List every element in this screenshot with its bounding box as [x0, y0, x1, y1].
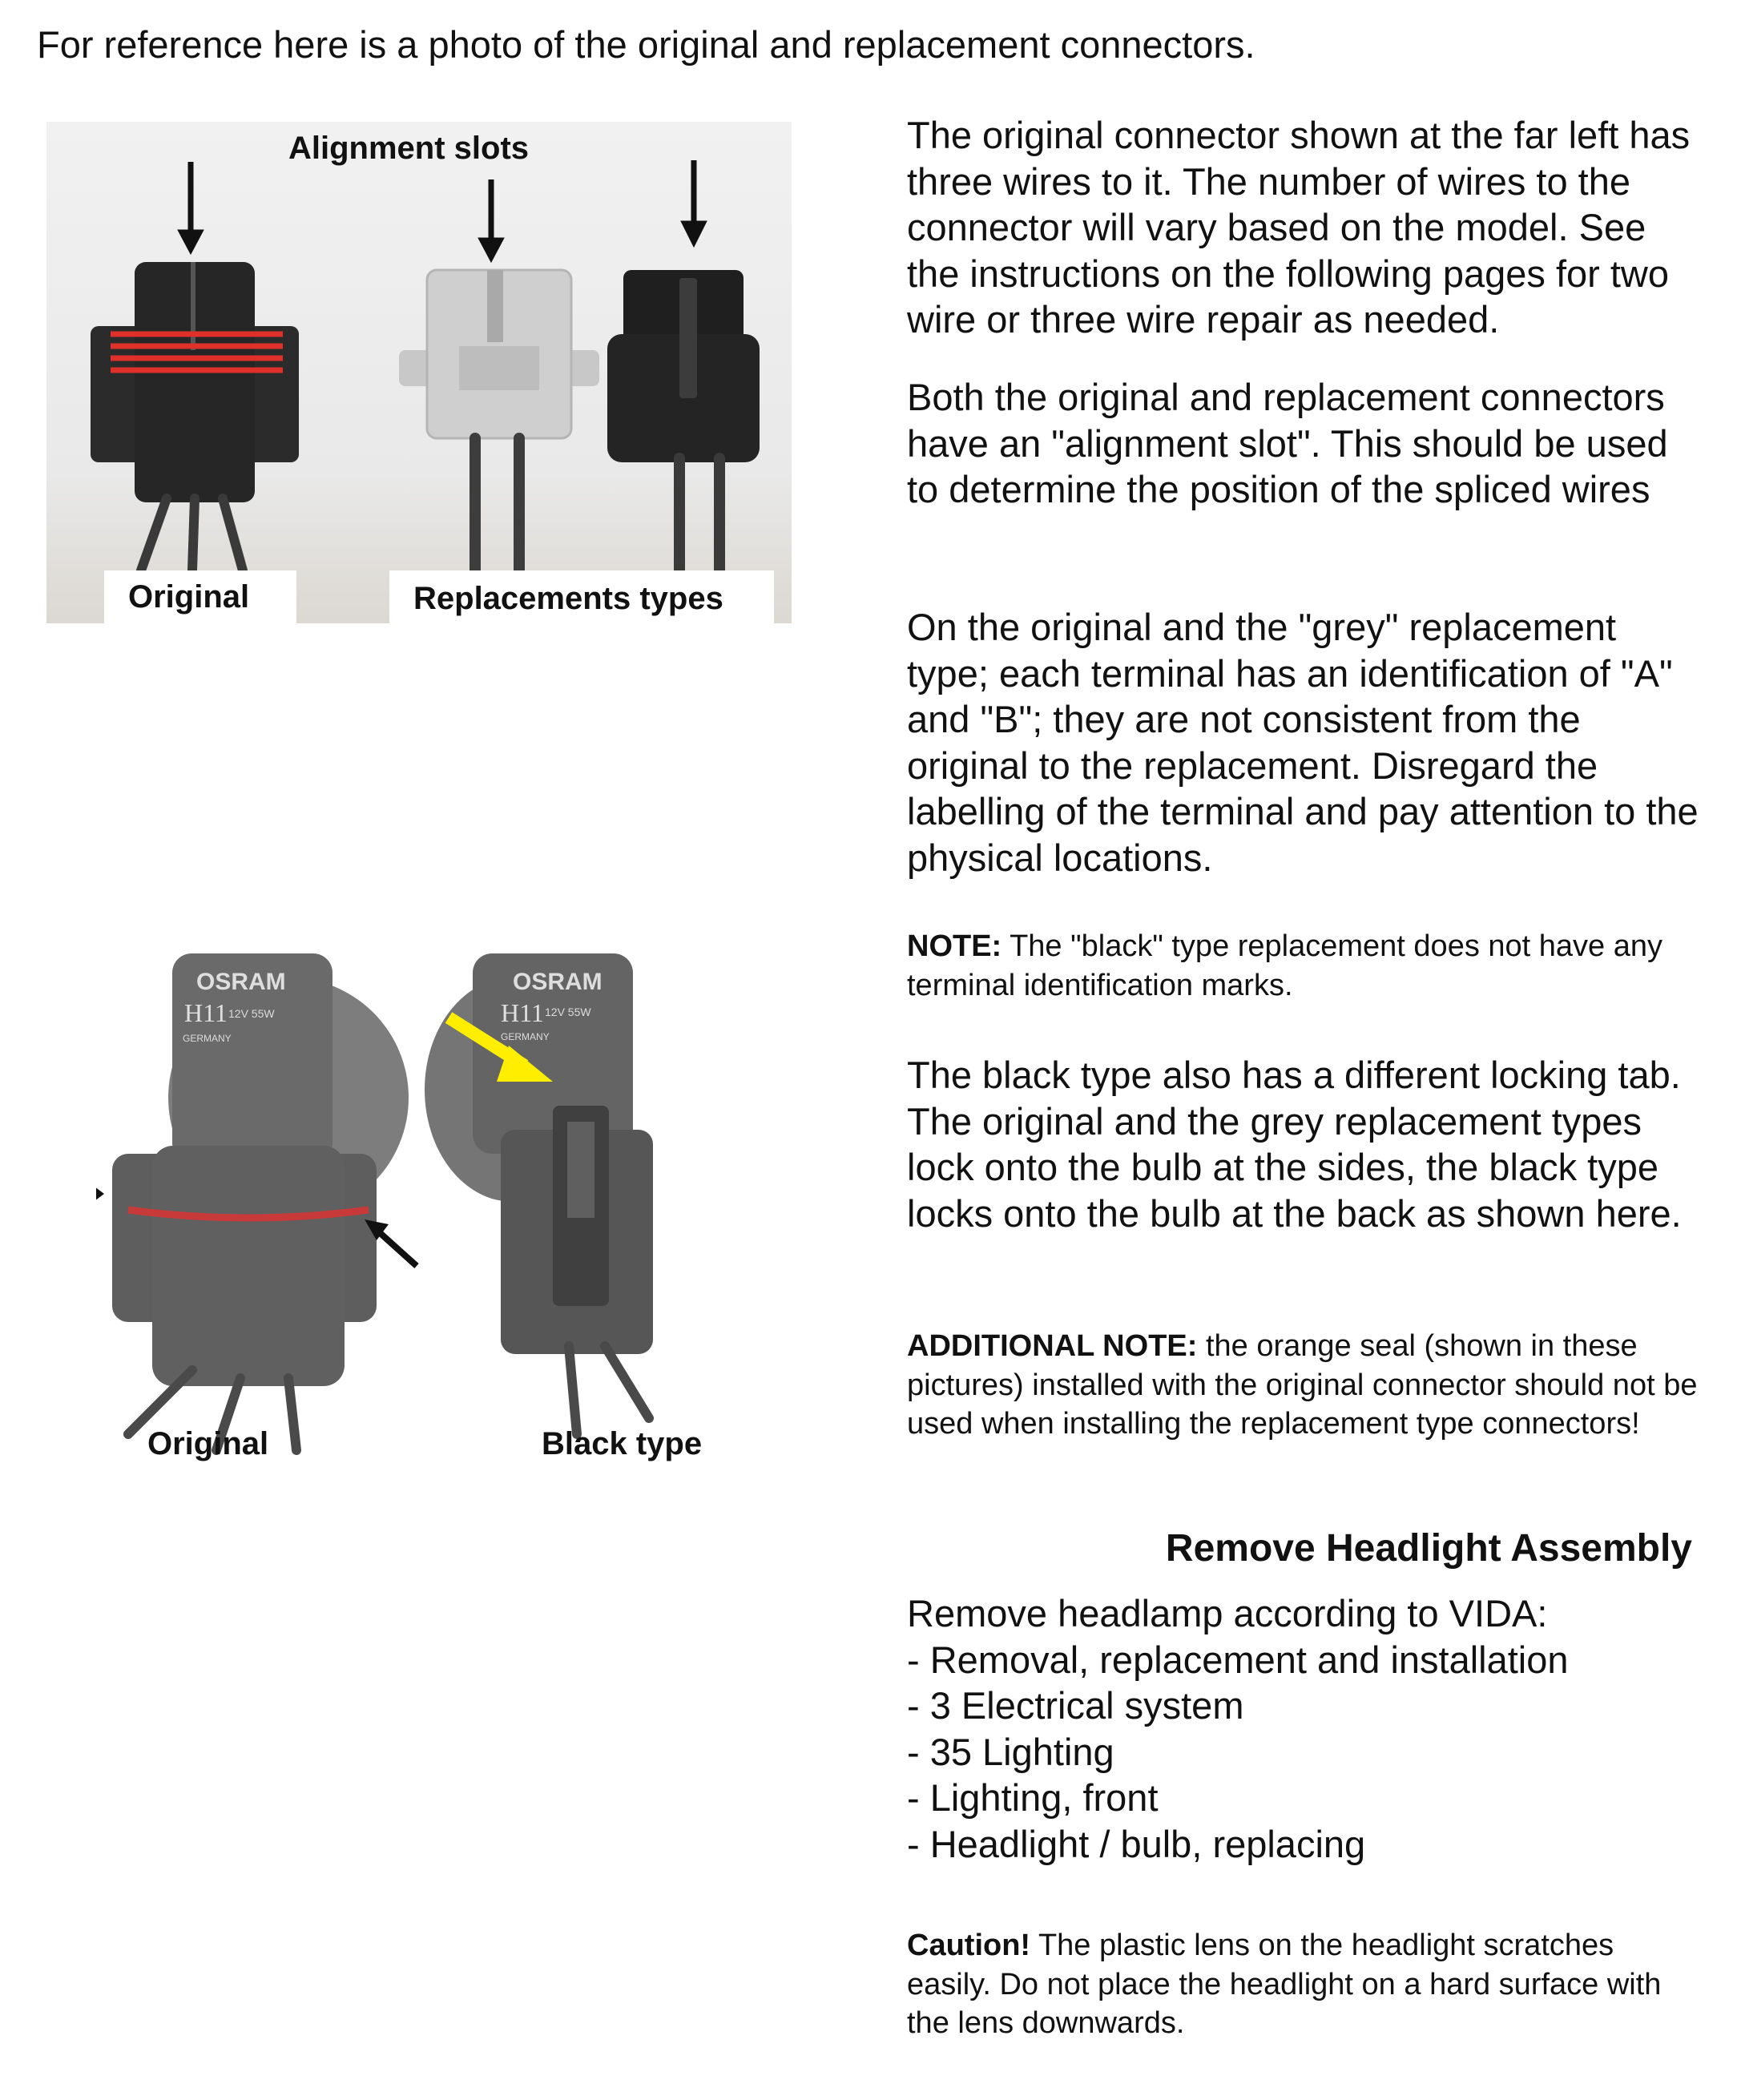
caution-text: The plastic lens on the headlight scratches easily. Do not place the headlight on a hard surface with the lens downwards. — [907, 1929, 1662, 2040]
note-paragraph — [907, 927, 1700, 1005]
left-bulb-shape — [96, 953, 417, 1450]
vida-step: - 3 Electrical system — [907, 1684, 1244, 1727]
bulb-origin-left: GERMANY — [183, 1033, 232, 1044]
original-label-2: Original — [147, 1426, 269, 1461]
note-text: The "black" type replacement does not have any terminal identification marks. — [907, 929, 1662, 1002]
vida-step: - Headlight / bulb, replacing — [907, 1822, 1366, 1865]
vida-step: - 35 Lighting — [907, 1730, 1114, 1773]
alignment-slots-label: Alignment slots — [288, 131, 530, 166]
bulb-connectors-photo — [96, 921, 793, 1474]
paragraph-locking-tab: The black type also has a different locking tab. The original and the grey replacement types lock onto the bulb at the sides, the black type locks onto the bulb at the back as shown here. — [907, 1054, 1682, 1235]
intro-text: For reference here is a photo of the original and replacement connectors. — [37, 23, 1255, 66]
caution-label: Caution! — [907, 1929, 1031, 1962]
paragraph-terminal-id: On the original and the "grey" replacement type; each terminal has an identification of "A" and "B"; they are not consistent from the original to the replacement. Disregard the labelling of the terminal and pay attention to the physical locations. — [907, 606, 1699, 879]
original-connector-shape — [91, 262, 299, 570]
section-heading: Remove Headlight Assembly — [1165, 1527, 1692, 1570]
bulb-brand-right: OSRAM — [513, 969, 603, 995]
bulb-model-right: H11 — [501, 998, 544, 1027]
note-label: NOTE: — [907, 929, 1002, 963]
grey-connector-shape — [399, 270, 599, 570]
additional-note-text: the orange seal (shown in these pictures) installed with the original connector should not be used when installing the replacement type connectors! — [907, 1329, 1698, 1441]
bulb-origin-right: GERMANY — [501, 1031, 550, 1042]
vida-step: - Removal, replacement and installation — [907, 1638, 1569, 1681]
additional-note-paragraph — [907, 1327, 1700, 1444]
bulb-model-left: H11 — [184, 998, 228, 1027]
additional-note-label: ADDITIONAL NOTE: — [907, 1329, 1198, 1363]
caution-paragraph — [907, 1926, 1700, 2043]
black-type-label: Black type — [542, 1426, 703, 1461]
connectors-illustration — [46, 122, 792, 623]
vida-instructions — [907, 1590, 1700, 1867]
vida-intro: Remove headlamp according to VIDA: — [907, 1592, 1548, 1634]
alignment-arrows — [178, 160, 707, 262]
right-bulb-shape — [425, 953, 653, 1434]
paragraph-alignment-slot: Both the original and replacement connectors have an "alignment slot". This should be used to determine the position of the spliced wires — [907, 376, 1668, 510]
bulb-spec-right: 12V 55W — [545, 1006, 591, 1018]
connectors-photo — [46, 122, 792, 623]
bulb-connectors-illustration — [96, 921, 793, 1474]
replacements-label: Replacements types — [389, 570, 774, 623]
original-label: Original — [104, 570, 296, 623]
bulb-spec-left: 12V 55W — [228, 1007, 275, 1020]
paragraph-original-connector: The original connector shown at the far left has three wires to it. The number of wires to the connector will vary based on the model. See the instructions on the following pages for two wire or three wire repair as needed. — [907, 114, 1691, 341]
vida-step: - Lighting, front — [907, 1776, 1159, 1819]
bulb-brand-left: OSRAM — [196, 969, 286, 995]
black-connector-shape — [607, 270, 760, 570]
